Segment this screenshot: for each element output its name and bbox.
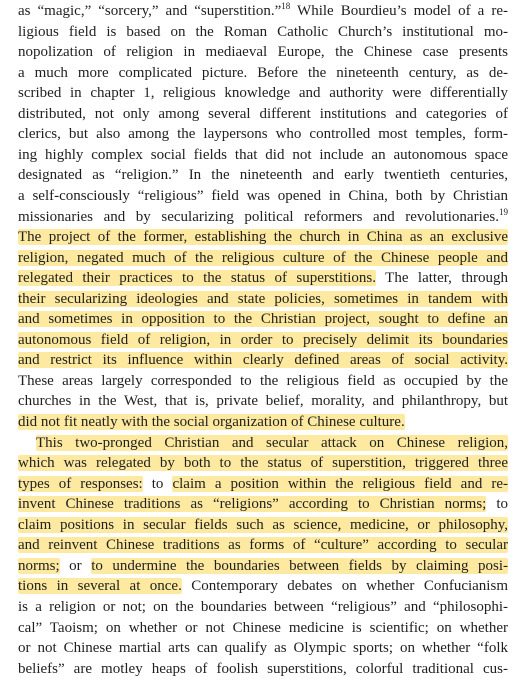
text-segment: distributed, not only among several different institutions and categories of	[18, 105, 508, 122]
highlighted-text: relegated their practices to the status of superstitions.	[18, 270, 377, 287]
text-line	[18, 164, 508, 186]
text-line	[18, 473, 508, 495]
text-line	[18, 493, 508, 515]
text-line	[18, 534, 508, 556]
text-segment: beliefs” are motley heaps of foolish superstitions, colorful traditional cus-	[18, 660, 508, 677]
text-line	[18, 658, 508, 680]
text-segment: While Bourdieu’s model of a re-	[290, 3, 508, 19]
text-segment: or	[59, 557, 92, 574]
text-segment: missionaries and by secularizing political reformers and revolutionaries.	[18, 208, 499, 225]
text-line	[18, 452, 508, 474]
text-segment: Contemporary debates on whether Confucianism	[181, 578, 508, 595]
text-line	[18, 41, 508, 63]
highlighted-text: their secularizing ideologies and state policies, sometimes in tandem with	[18, 290, 508, 307]
text-line	[18, 144, 508, 166]
text-line	[18, 288, 508, 310]
text-segment: or not Chinese martial arts can qualify as Olympic sports; on whether “folk	[18, 640, 508, 657]
highlighted-text: tions in several at once.	[18, 578, 182, 595]
text-line	[18, 62, 508, 84]
text-line	[18, 432, 508, 454]
highlighted-text: which was relegated by both to the status of superstition, triggered three	[18, 455, 508, 472]
text-segment: as “magic,” “sorcery,” and “superstition.”	[18, 3, 282, 19]
highlighted-text: and reinvent Chinese traditions as forms of “culture” according to secular	[18, 537, 508, 554]
text-line	[18, 637, 508, 659]
text-line	[18, 226, 508, 248]
text-segment: ing highly complex social fields that did not include an autonomous space	[18, 146, 508, 163]
highlighted-text: invent Chinese traditions as “religions” according to Christian norms;	[18, 496, 487, 513]
text-line	[18, 247, 508, 269]
highlighted-text: claim positions in secular fields such as science, medicine, or philosophy,	[18, 516, 508, 533]
text-line	[18, 82, 508, 104]
highlighted-text: norms;	[18, 557, 60, 574]
text-segment: scribed in chapter 1, religious knowledge and authority were differentially	[18, 85, 508, 102]
text-segment: to	[486, 496, 509, 513]
text-segment: designated as “religion.” In the nineteenth and early twentieth centuries,	[18, 167, 508, 184]
text-line	[18, 267, 508, 289]
text-segment: ligious field is based on the Roman Catholic Church’s institutional mo-	[18, 23, 508, 40]
highlighted-text: types of responses:	[18, 475, 143, 492]
text-line	[18, 308, 508, 330]
highlighted-text: to undermine the boundaries between fields by claiming posi-	[91, 557, 508, 574]
text-line	[18, 555, 508, 577]
text-line	[18, 514, 508, 536]
text-line	[18, 185, 508, 207]
text-line	[18, 411, 508, 433]
text-line	[18, 370, 508, 392]
highlighted-text: The project of the former, establishing the church in China as an exclusive	[18, 229, 508, 246]
highlighted-text: religion, negated much of the religious culture of the Chinese people and	[18, 249, 508, 266]
text-line	[18, 123, 508, 145]
text-segment: churches in the West, that is, private belief, morality, and philanthropy, but	[18, 393, 508, 410]
text-segment: a much more complicated picture. Before the nineteenth century, as de-	[18, 64, 508, 81]
text-line	[18, 0, 508, 22]
text-segment: to	[142, 475, 173, 492]
text-segment: cal” Taoism; on whether or not Chinese medicine is scientific; on whether	[18, 619, 508, 636]
highlighted-text: and restrict its influence within clearly defined areas of social activity.	[18, 352, 508, 369]
text-line	[18, 390, 508, 412]
text-segment: The latter, through	[376, 270, 508, 287]
text-line	[18, 596, 508, 618]
text-segment: is a religion or not; on the boundaries between “religious” and “philosophi-	[18, 598, 508, 615]
text-line	[18, 349, 508, 371]
text-line	[18, 206, 508, 228]
highlighted-text: and sometimes in opposition to the Christian project, sought to define an	[18, 311, 508, 328]
text-line	[18, 575, 508, 597]
highlighted-text: autonomous field of religion, in order to precisely delimit its boundaries	[18, 331, 508, 348]
text-line	[18, 21, 508, 43]
footnote-marker: 18	[281, 1, 291, 11]
text-segment: These areas largely corresponded to the religious field as occupied by the	[18, 372, 508, 389]
highlighted-text: did not fit neatly with the social organization of Chinese culture.	[18, 414, 405, 430]
text-segment: clerics, but also among the laypersons who controlled most temples, form-	[18, 126, 508, 143]
footnote-marker: 19	[499, 206, 508, 217]
text-segment: nopolization of religion in mediaeval Europe, the Chinese case presents	[18, 44, 508, 61]
text-segment: a self-consciously “religious” field was opened in China, both by Christian	[18, 187, 508, 204]
text-line	[18, 329, 508, 351]
highlighted-text: This two-pronged Christian and secular attack on Chinese religion,	[36, 434, 508, 451]
text-line	[18, 617, 508, 639]
text-line	[18, 103, 508, 125]
highlighted-text: claim a position within the religious field and re-	[172, 475, 509, 492]
